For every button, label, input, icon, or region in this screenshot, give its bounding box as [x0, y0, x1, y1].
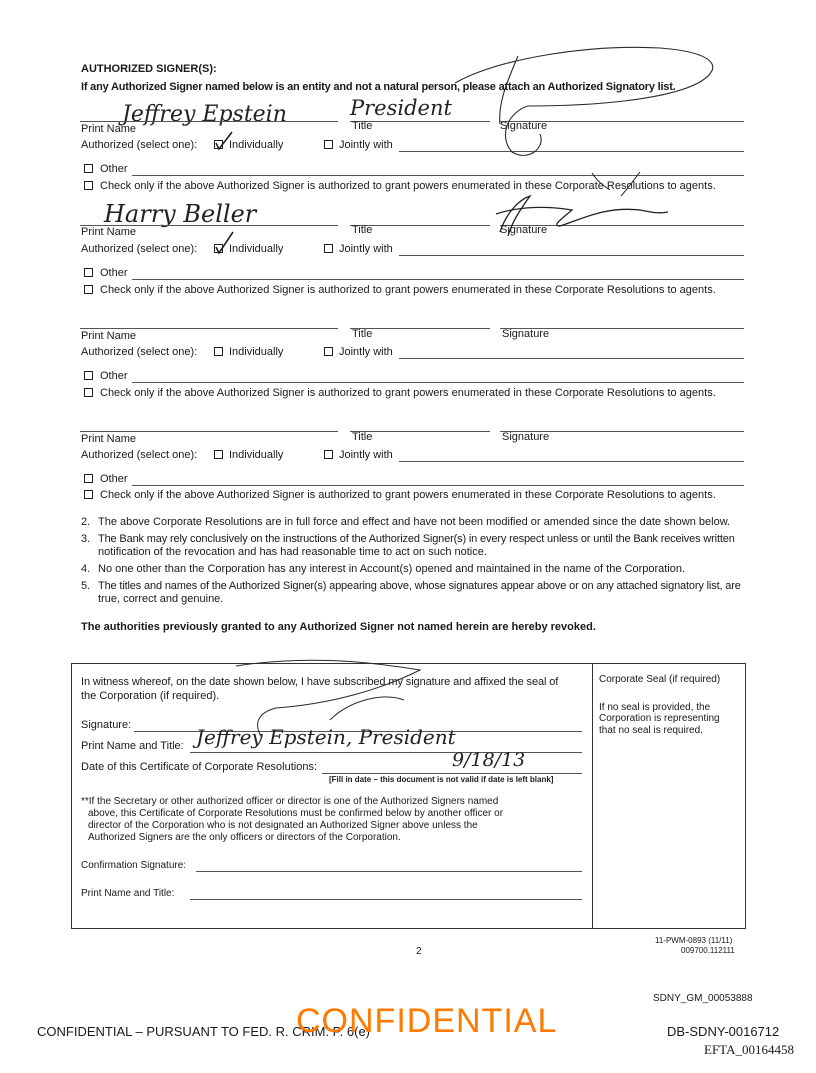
- confidential-stamp: CONFIDENTIAL: [296, 1002, 558, 1040]
- authorized-select-label: Authorized (select one):: [81, 346, 198, 358]
- other-label: Other: [100, 473, 128, 485]
- item-text: The above Corporate Resolutions are in full force and effect and have not been modified or amended since the date shown below.: [98, 516, 731, 528]
- seal-note: If no seal is provided, the: [599, 702, 711, 713]
- item-number: 4.: [81, 563, 91, 575]
- individually-checkbox[interactable]: [214, 347, 223, 356]
- witness-signature-label: Signature:: [81, 719, 132, 731]
- item-number: 5.: [81, 580, 91, 592]
- bates-db: DB-SDNY-0016712: [667, 1024, 780, 1039]
- powers-label: Check only if the above Authorized Signer is authorized to grant powers enumerated in these Corporate Resolutions to agents.: [100, 489, 716, 501]
- jointly-with-checkbox[interactable]: [324, 140, 333, 149]
- item-text: No one other than the Corporation has any interest in Account(s) opened and maintained in the name of the Corporation.: [98, 563, 686, 575]
- item-text: true, correct and genuine.: [98, 593, 224, 605]
- jointly-with-label: Jointly with: [339, 243, 393, 255]
- powers-checkbox[interactable]: [84, 181, 93, 190]
- authorized-select-label: Authorized (select one):: [81, 243, 198, 255]
- item-text: The titles and names of the Authorized Signer(s) appearing above, whose signatures appear above or on any attached signatory list, are: [98, 580, 741, 592]
- date-line[interactable]: [322, 773, 582, 774]
- powers-label: Check only if the above Authorized Signer is authorized to grant powers enumerated in these Corporate Resolutions to agents.: [100, 387, 716, 399]
- confidential-notice: CONFIDENTIAL – PURSUANT TO FED. R. CRIM. P. 6(e): [37, 1024, 371, 1039]
- print-name-label: Print Name: [81, 226, 137, 238]
- signature-label: Signature: [502, 328, 550, 340]
- entity-instruction: If any Authorized Signer named below is an entity and not a natural person, please attach an Authorized Signatory list.: [81, 81, 676, 93]
- signature-label: Signature: [502, 431, 550, 443]
- item-number: 2.: [81, 516, 91, 528]
- seal-title: Corporate Seal (if required): [599, 674, 721, 685]
- secretary-note: Authorized Signers are the only officers or directors of the Corporation.: [88, 832, 401, 843]
- individually-label: Individually: [229, 449, 284, 461]
- confirmation-signature-line[interactable]: [196, 871, 582, 872]
- other-checkbox[interactable]: [84, 474, 93, 483]
- form-code: 11-PWM-0893 (11/11): [655, 936, 733, 945]
- title-label: Title: [352, 120, 373, 132]
- efta-number: EFTA_00164458: [704, 1042, 794, 1057]
- handwritten-title: President: [350, 96, 452, 120]
- individually-label: Individually: [229, 243, 284, 255]
- handwritten-print-name-title: Jeffrey Epstein, President: [196, 725, 456, 749]
- authorized-select-label: Authorized (select one):: [81, 449, 198, 461]
- item-text: notification of the revocation and has had reasonable time to act on such notice.: [98, 546, 487, 558]
- handwritten-date: 9/18/13: [452, 749, 526, 771]
- other-label: Other: [100, 267, 128, 279]
- print-name-label: Print Name: [81, 433, 137, 445]
- individually-label: Individually: [229, 139, 284, 151]
- confirm-print-name-line[interactable]: [190, 899, 582, 900]
- individually-checkbox[interactable]: [214, 140, 223, 149]
- witness-text: the Corporation (if required).: [81, 690, 220, 702]
- form-subcode: 009700.112111: [681, 946, 735, 955]
- title-label: Title: [352, 328, 373, 340]
- item-number: 3.: [81, 533, 91, 545]
- date-label: Date of this Certificate of Corporate Resolutions:: [81, 761, 318, 773]
- jointly-with-label: Jointly with: [339, 346, 393, 358]
- individually-checkbox[interactable]: [214, 450, 223, 459]
- seal-note: Corporation is representing: [599, 713, 720, 724]
- item-text: The Bank may rely conclusively on the instructions of the Authorized Signer(s) in every respect unless or until the Bank receives written: [98, 533, 735, 545]
- individually-label: Individually: [229, 346, 284, 358]
- title-label: Title: [352, 224, 373, 236]
- secretary-note: above, this Certificate of Corporate Resolutions must be confirmed below by another officer or: [88, 808, 504, 819]
- other-checkbox[interactable]: [84, 268, 93, 277]
- jointly-with-label: Jointly with: [339, 449, 393, 461]
- powers-checkbox[interactable]: [84, 388, 93, 397]
- other-label: Other: [100, 370, 128, 382]
- secretary-note: director of the Corporation who is not designated an Authorized Signer above unless the: [88, 820, 478, 831]
- revocation-statement: The authorities previously granted to any Authorized Signer not named herein are hereby revoked.: [81, 621, 596, 633]
- authorized-select-label: Authorized (select one):: [81, 139, 198, 151]
- other-label: Other: [100, 163, 128, 175]
- handwritten-name: Harry Beller: [104, 200, 257, 228]
- confirm-print-name-label: Print Name and Title:: [81, 888, 175, 899]
- jointly-with-checkbox[interactable]: [324, 450, 333, 459]
- powers-checkbox[interactable]: [84, 490, 93, 499]
- individually-checkbox[interactable]: [214, 244, 223, 253]
- jointly-with-checkbox[interactable]: [324, 244, 333, 253]
- jointly-with-checkbox[interactable]: [324, 347, 333, 356]
- signature-label: Signature: [500, 224, 548, 236]
- print-name-label: Print Name: [81, 123, 137, 135]
- confirmation-signature-label: Confirmation Signature:: [81, 860, 187, 871]
- print-name-title-label: Print Name and Title:: [81, 740, 184, 752]
- section-title: AUTHORIZED SIGNER(S):: [81, 63, 217, 75]
- other-checkbox[interactable]: [84, 371, 93, 380]
- signature-label: Signature: [500, 120, 548, 132]
- other-checkbox[interactable]: [84, 164, 93, 173]
- jointly-with-label: Jointly with: [339, 139, 393, 151]
- signature-scribble-1: [455, 47, 713, 155]
- powers-label: Check only if the above Authorized Signer is authorized to grant powers enumerated in these Corporate Resolutions to agents.: [100, 284, 716, 296]
- handwritten-name: Jeffrey Epstein: [122, 102, 287, 127]
- page-number: 2: [416, 946, 422, 957]
- seal-note: that no seal is required.: [599, 725, 703, 736]
- secretary-note: **If the Secretary or other authorized officer or director is one of the Authorized Signers named: [81, 796, 499, 807]
- powers-label: Check only if the above Authorized Signer is authorized to grant powers enumerated in these Corporate Resolutions to agents.: [100, 180, 716, 192]
- powers-checkbox[interactable]: [84, 285, 93, 294]
- witness-text: In witness whereof, on the date shown below, I have subscribed my signature and affixed the seal of: [81, 676, 559, 688]
- date-note: [Fill in date – this document is not valid if date is left blank]: [329, 775, 554, 784]
- print-name-label: Print Name: [81, 330, 137, 342]
- title-label: Title: [352, 431, 373, 443]
- bates-gm: SDNY_GM_00053888: [653, 993, 753, 1004]
